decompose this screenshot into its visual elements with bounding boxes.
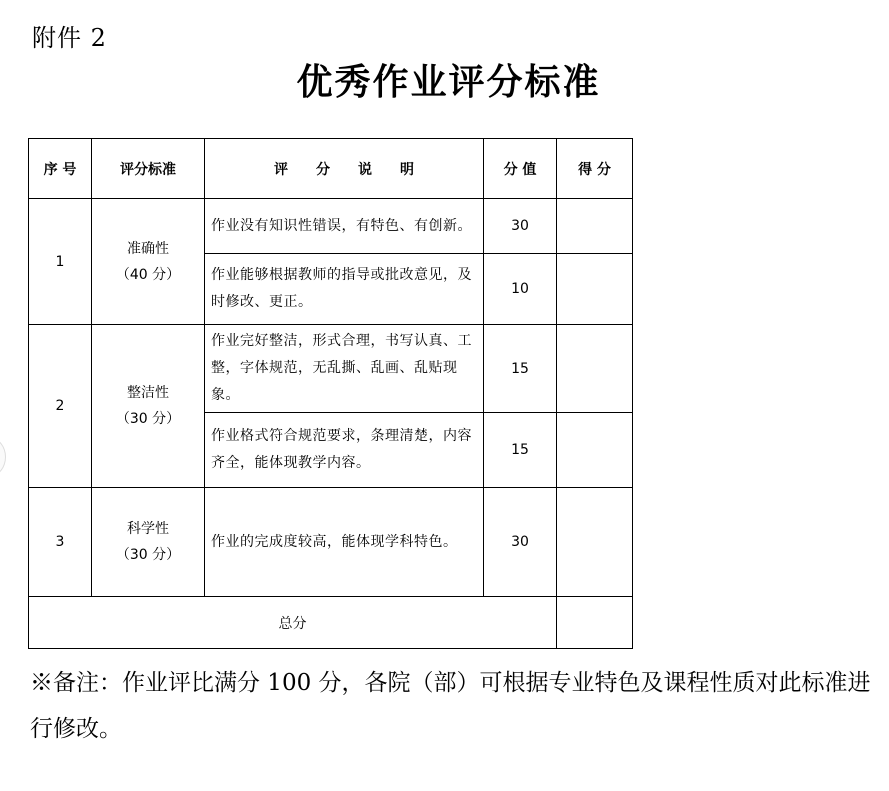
criterion-points: （30 分） xyxy=(115,411,181,427)
scroll-edge-indicator xyxy=(0,438,6,476)
points-cell: 15 xyxy=(484,325,557,413)
points-cell: 30 xyxy=(484,488,557,597)
table-row xyxy=(29,325,633,413)
attachment-label: 附件 2 xyxy=(32,24,107,52)
description-cell: 作业格式符合规范要求，条理清楚，内容齐全，能体现教学内容。 xyxy=(205,413,484,488)
criterion-name: 准确性 xyxy=(127,240,169,257)
criterion-name: 科学性 xyxy=(127,521,169,537)
footnote: ※备注：作业评比满分 100 分，各院（部）可根据专业特色及课程性质对此标准进行修改。 xyxy=(30,670,871,742)
description-cell: 作业能够根据教师的指导或批改意见，及时修改、更正。 xyxy=(205,254,484,325)
points-cell: 30 xyxy=(484,199,557,254)
description-cell: 作业没有知识性错误，有特色、有创新。 xyxy=(205,199,484,254)
table-row xyxy=(29,199,633,254)
criterion-name: 整洁性 xyxy=(127,385,169,401)
row-number: 2 xyxy=(29,325,92,488)
header-score: 得 分 xyxy=(557,139,633,199)
score-cell xyxy=(557,413,633,488)
description-cell: 作业的完成度较高，能体现学科特色。 xyxy=(205,488,484,597)
score-cell xyxy=(557,488,633,597)
header-criterion: 评分标准 xyxy=(92,139,205,199)
description-cell: 作业完好整洁，形式合理，书写认真、工整，字体规范，无乱撕、乱画、乱贴现象。 xyxy=(205,325,484,413)
criterion-cell xyxy=(92,199,205,325)
page-title: 优秀作业评分标准 xyxy=(296,61,601,103)
score-cell xyxy=(557,254,633,325)
total-label: 总分 xyxy=(29,597,557,649)
scoring-table xyxy=(28,138,633,649)
header-description: 评 分 说 明 xyxy=(205,139,484,199)
points-cell: 10 xyxy=(484,254,557,325)
table-row xyxy=(29,488,633,597)
row-number: 1 xyxy=(29,199,92,325)
total-row xyxy=(29,597,633,649)
total-score-cell xyxy=(557,597,633,649)
score-cell xyxy=(557,325,633,413)
criterion-points: （30 分） xyxy=(115,547,181,563)
score-cell xyxy=(557,199,633,254)
header-no: 序 号 xyxy=(29,139,92,199)
criterion-points: （40 分） xyxy=(115,266,181,283)
points-cell: 15 xyxy=(484,413,557,488)
row-number: 3 xyxy=(29,488,92,597)
criterion-cell xyxy=(92,325,205,488)
criterion-cell xyxy=(92,488,205,597)
header-points: 分 值 xyxy=(484,139,557,199)
header-row xyxy=(29,139,633,199)
